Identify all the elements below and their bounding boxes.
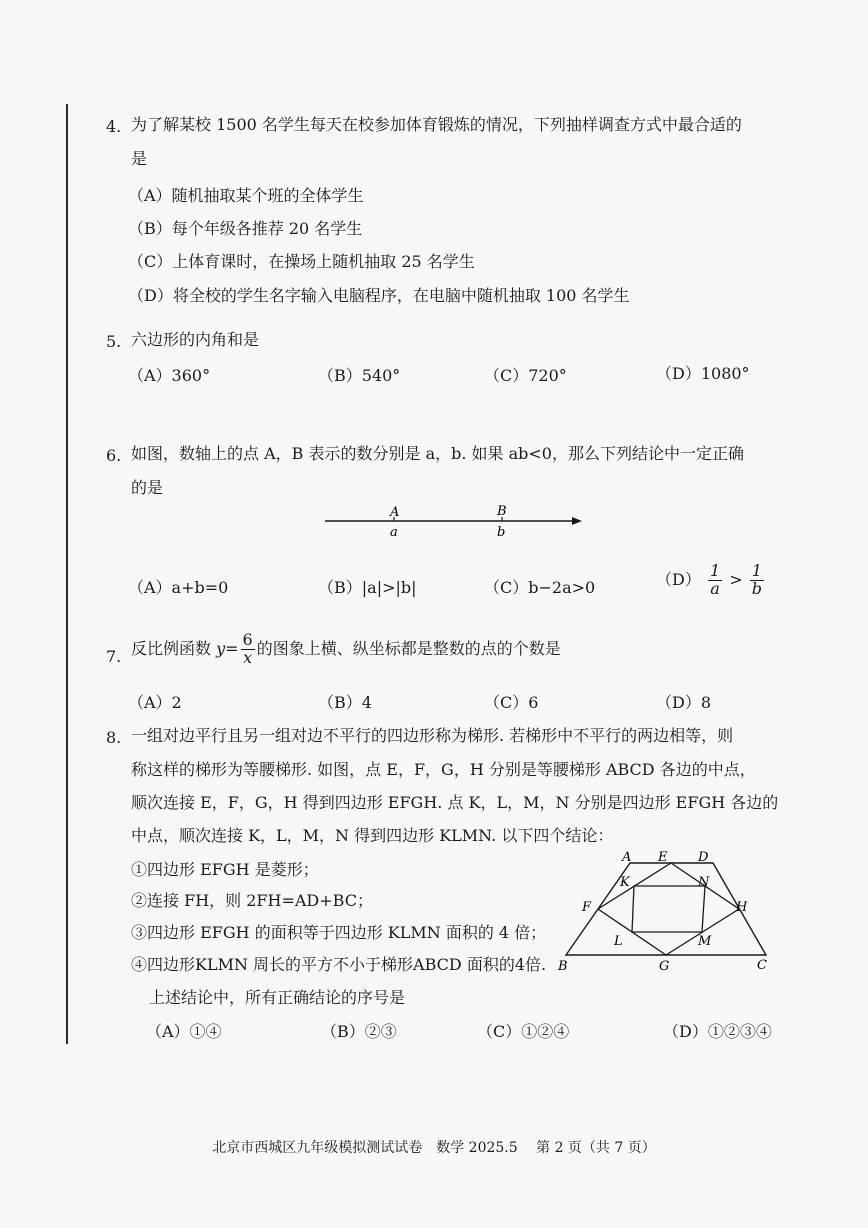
fraction-denominator: b [751, 578, 762, 598]
point-a-value: a [390, 525, 398, 540]
question-prompt: 上述结论中，所有正确结论的序号是 [149, 988, 406, 1007]
label-l: L [614, 934, 623, 949]
point-b-label: B [497, 504, 507, 519]
arrow-head-icon [572, 517, 582, 525]
label-n: N [698, 875, 710, 890]
label-a: A [622, 850, 632, 865]
question-number: 5. [106, 332, 122, 351]
option-a: （A）2 [128, 693, 182, 712]
fraction-denominator: a [710, 578, 720, 598]
question-number: 6. [106, 446, 122, 465]
option-b: （B）4 [318, 693, 372, 712]
page-footer: 北京市西城区九年级模拟测试试卷 数学 2025.5 第 2 页（共 7 页） [212, 1140, 656, 1156]
option-a: （A）随机抽取某个班的全体学生 [128, 186, 364, 205]
question-number: 8. [106, 728, 122, 747]
option-d-prefix: （D） [656, 569, 701, 589]
trapezoid-figure [550, 845, 780, 975]
func-eq: = [225, 638, 239, 658]
fraction-numerator: 1 [750, 563, 764, 581]
label-c: C [757, 958, 767, 973]
number-line-figure [320, 500, 590, 545]
option-b: （B）|a|>|b| [318, 578, 417, 597]
option-c: （C）720° [484, 366, 567, 385]
fraction-denominator: x [243, 647, 253, 667]
option-a: （A）360° [128, 366, 211, 385]
fraction-6-over-x [241, 632, 255, 667]
option-c: （C）b−2a>0 [484, 578, 596, 597]
conclusion-4: ④四边形KLMN 周长的平方不小于梯形ABCD 面积的4倍. [131, 955, 547, 974]
stem-text: 的图象上横、纵坐标都是整数的点的个数是 [256, 638, 561, 658]
conclusion-2: ②连接 FH，则 2FH=AD+BC； [131, 891, 373, 910]
option-c: （C）①②④ [477, 1022, 570, 1041]
option-c: （C）6 [484, 693, 539, 712]
question-stem: 一组对边平行且另一组对边不平行的四边形称为梯形. 若梯形中不平行的两边相等，则 [131, 726, 734, 745]
option-a: （A）①④ [146, 1022, 222, 1041]
fraction-1-over-b [750, 563, 764, 598]
option-c: （C）上体育课时，在操场上随机抽取 25 名学生 [128, 252, 475, 271]
func-y: y [216, 638, 226, 658]
point-a-label: A [390, 505, 400, 520]
label-h: H [736, 900, 748, 915]
question-number: 7. [106, 647, 122, 666]
binding-margin-line [66, 104, 68, 1044]
stem-text: 反比例函数 [131, 638, 217, 658]
option-b: （B）每个年级各推荐 20 名学生 [128, 219, 363, 238]
option-d: （D）1080° [656, 364, 750, 383]
label-e: E [658, 850, 668, 865]
question-stem: 顺次连接 E，F，G，H 得到四边形 EFGH. 点 K，L，M，N 分别是四边形 EFGH 各边的 [131, 793, 779, 812]
question-stem: 的是 [131, 478, 164, 497]
conclusion-3: ③四边形 EFGH 的面积等于四边形 KLMN 面积的 4 倍； [131, 923, 547, 942]
question-stem: 是 [131, 149, 148, 168]
question-stem [131, 632, 561, 667]
question-stem: 称这样的梯形为等腰梯形. 如图，点 E，F，G，H 分别是等腰梯形 ABCD 各边的中点， [131, 760, 756, 779]
fraction-1-over-a [708, 563, 722, 598]
option-d [656, 563, 766, 598]
question-stem: 中点，顺次连接 K，L，M，N 得到四边形 KLMN. 以下四个结论： [131, 826, 614, 845]
question-stem: 如图，数轴上的点 A，B 表示的数分别是 a，b. 如果 ab<0，那么下列结论中一定正确 [131, 444, 744, 463]
label-b: B [558, 959, 568, 974]
quad-klmn [632, 886, 705, 932]
option-d: （D）①②③④ [663, 1022, 772, 1041]
label-k: K [620, 875, 630, 890]
option-d: （D）8 [656, 693, 712, 712]
question-number: 4. [106, 117, 122, 136]
label-d: D [698, 850, 709, 865]
label-g: G [659, 959, 670, 974]
option-d: （D）将全校的学生名字输入电脑程序，在电脑中随机抽取 100 名学生 [128, 286, 630, 305]
label-m: M [698, 934, 712, 949]
fraction-numerator: 1 [709, 561, 721, 580]
point-b-value: b [497, 525, 506, 540]
fraction-numerator: 6 [242, 630, 253, 649]
label-f: F [582, 900, 592, 915]
conclusion-1: ①四边形 EFGH 是菱形； [131, 860, 319, 879]
question-stem: 六边形的内角和是 [131, 330, 260, 349]
option-b: （B）540° [318, 366, 401, 385]
question-stem: 为了解某校 1500 名学生每天在校参加体育锻炼的情况，下列抽样调查方式中最合适的 [131, 115, 742, 134]
comparison-operator: > [729, 569, 743, 589]
option-a: （A）a+b=0 [128, 578, 229, 597]
option-b: （B）②③ [321, 1022, 397, 1041]
